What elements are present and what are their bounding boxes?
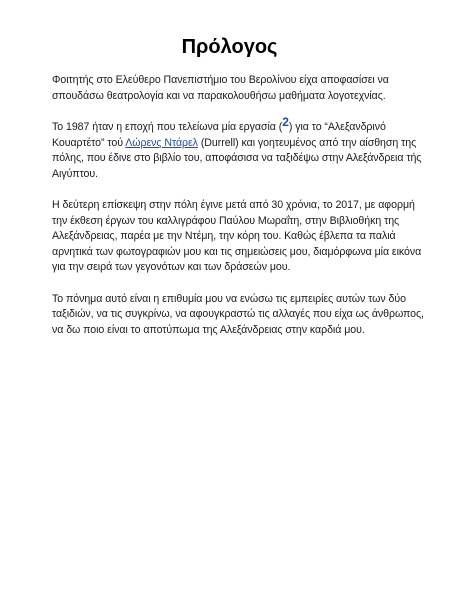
document-body [52,73,424,354]
page-title: Πρόλογος [181,36,278,58]
footnote-reference[interactable]: 2 [282,115,289,129]
author-link[interactable]: Λώρενς Ντάρελ [125,136,198,149]
paragraph-2-text-b: ) για το “Αλεξανδρινό Κουαρτέτο” τού [52,121,386,149]
paragraph-2-text-c: (Durrell) και γοητευμένος από την αίσθηση της πόλης, που έδινε στο βιβλίο του, αποφάσισα να ταξιδέψω στην Αλεξάνδρεια τής Αιγύπτου. [52,136,422,180]
paragraph-4: Το πόνημα αυτό είναι η επιθυμία μου να ενώσω τις εμπειρίες αυτών των δύο ταξιδιών, να τις συγκρίνω, να αφουγκραστώ τις αλλαγές που είχα ως άνθρωπος, να δω ποιο είναι το αποτύπωμα της Αλεξάνδρειας στην καρδιά μου. [52,292,424,336]
paragraph-3: Η δεύτερη επίσκεψη στην πόλη έγινε μετά από 30 χρόνια, το 2017, με αφορμή την έκθεση έργων του καλλιγράφου Παύλου Μωραΐτη, στην Βιβλιοθήκη της Αλεξάνδρειας, παρέα με την Ντέμη, την κόρη του. Καθώς έβλεπα τα παλιά αρνητικά των φωτογραφιών μου και τις σημειώσεις μου, διαμόρφωνα μία εικόνα για την σειρά των γεγονότων και των δράσεών μου. [52,199,422,273]
paragraph-2 [52,115,424,182]
paragraph-2-text-a: Το 1987 ήταν η εποχή που τελείωνα μία εργασία ( [52,121,283,133]
paragraph-1: Φοιτητής στο Ελεύθερο Πανεπιστήμιο του Βερολίνου είχα αποφασίσει να σπουδάσω θεατρολογία και να παρακολουθήσω μαθήματα λογοτεχνίας. [52,74,389,102]
